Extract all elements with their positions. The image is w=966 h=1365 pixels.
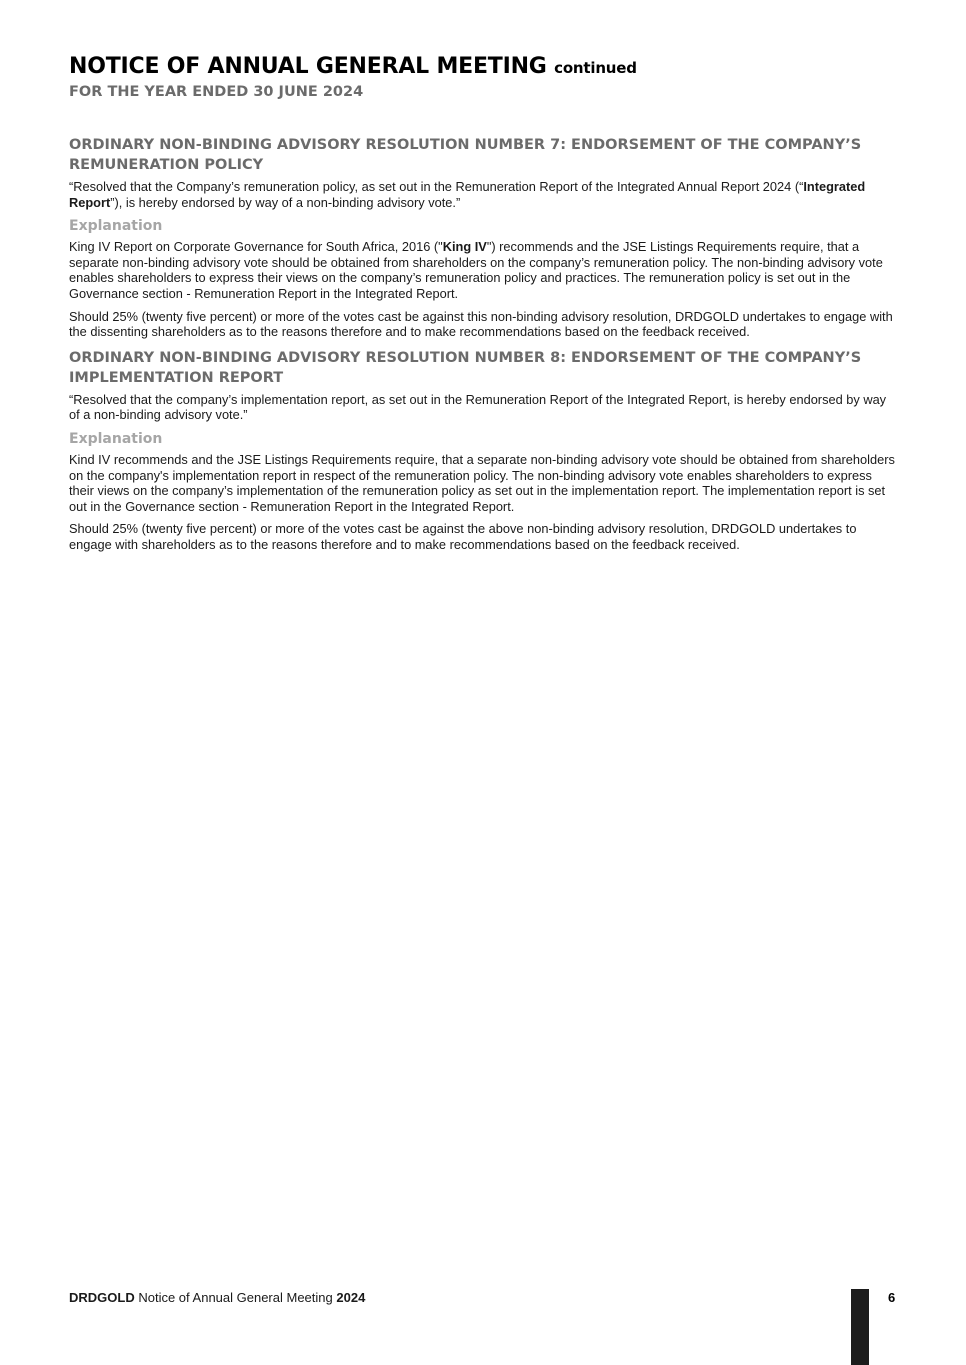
page-footer <box>69 1290 365 1305</box>
resolution-8-section <box>69 348 898 553</box>
resolution-7-text-bold: Integrated Report <box>69 179 866 210</box>
resolution-8-explanation-para-1: Kind IV recommends and the JSE Listings Requirements require, that a separate non-binding advisory vote should be obtained from shareholders on the company's implementation report in respect of the remuneration policy. The non-binding advisory vote enables shareholders to express their views on the company’s implementation of the remuneration policy as set out in the implementation report. The implementation report is set out in the Governance section - Remuneration Report in the Integrated Report. <box>69 451 895 514</box>
page-number: 6 <box>888 1290 896 1305</box>
resolution-8-text: “Resolved that the company’s implementation report, as set out in the Remuneration Report of the Integrated Report, is hereby endorsed by way of a non-binding advisory vote.” <box>69 391 887 423</box>
page-title <box>69 54 637 79</box>
page-subtitle: FOR THE YEAR ENDED 30 JUNE 2024 <box>69 84 364 100</box>
resolution-8-heading: ORDINARY NON-BINDING ADVISORY RESOLUTION NUMBER 8: ENDORSEMENT OF THE COMPANY’S IMPLEMENTATION REPORT <box>69 349 862 386</box>
footer-year: 2024 <box>336 1290 366 1305</box>
resolution-7-para-1-post: ") recommends and the JSE Listings Requirements require, that a separate non-binding advisory vote should be obtained from shareholders on the company’s remuneration policy. The non-binding advisory vote enables shareholders to express their views on the company’s remuneration policy and practices. The remuneration policy is set out in the Governance section - Remuneration Report in the Integrated Report. <box>69 239 883 301</box>
document-body <box>69 135 898 560</box>
page-title-suffix: continued <box>554 59 637 77</box>
footer-company: DRDGOLD <box>69 1290 135 1305</box>
resolution-7-explanation-label: Explanation <box>69 218 163 235</box>
resolution-7-text-post: ”), is hereby endorsed by way of a non-binding advisory vote.” <box>110 194 461 210</box>
page-title-text: NOTICE OF ANNUAL GENERAL MEETING <box>69 54 547 79</box>
resolution-7-section <box>69 135 898 340</box>
page-edge-bar <box>851 1289 869 1365</box>
resolution-8-explanation-label: Explanation <box>69 430 163 447</box>
resolution-7-para-1-pre: King IV Report on Corporate Governance for South Africa, 2016 (" <box>69 239 443 255</box>
footer-doc-title: Notice of Annual General Meeting <box>138 1290 333 1305</box>
resolution-7-text-pre: “Resolved that the Company’s remuneration policy, as set out in the Remuneration Report of the Integrated Annual Report 2024 (“ <box>69 179 804 194</box>
resolution-7-explanation-para-1 <box>69 239 898 301</box>
resolution-7-text <box>69 179 898 210</box>
resolution-7-explanation-para-2: Should 25% (twenty five percent) or more of the votes cast be against this non-binding advisory resolution, DRDGOLD undertakes to engage with the dissenting shareholders as to the reasons therefore and to make recommendations based on the feedback received. <box>69 308 893 340</box>
resolution-7-para-1-bold: King IV <box>442 239 487 255</box>
resolution-8-explanation-para-2: Should 25% (twenty five percent) or more of the votes cast be against the above non-binding advisory resolution, DRDGOLD undertakes to engage with shareholders as to the reasons therefore and to make recommendations based on the feedback received. <box>69 521 857 552</box>
resolution-7-heading: ORDINARY NON-BINDING ADVISORY RESOLUTION NUMBER 7: ENDORSEMENT OF THE COMPANY’S REMUNERATION POLICY <box>69 137 862 173</box>
